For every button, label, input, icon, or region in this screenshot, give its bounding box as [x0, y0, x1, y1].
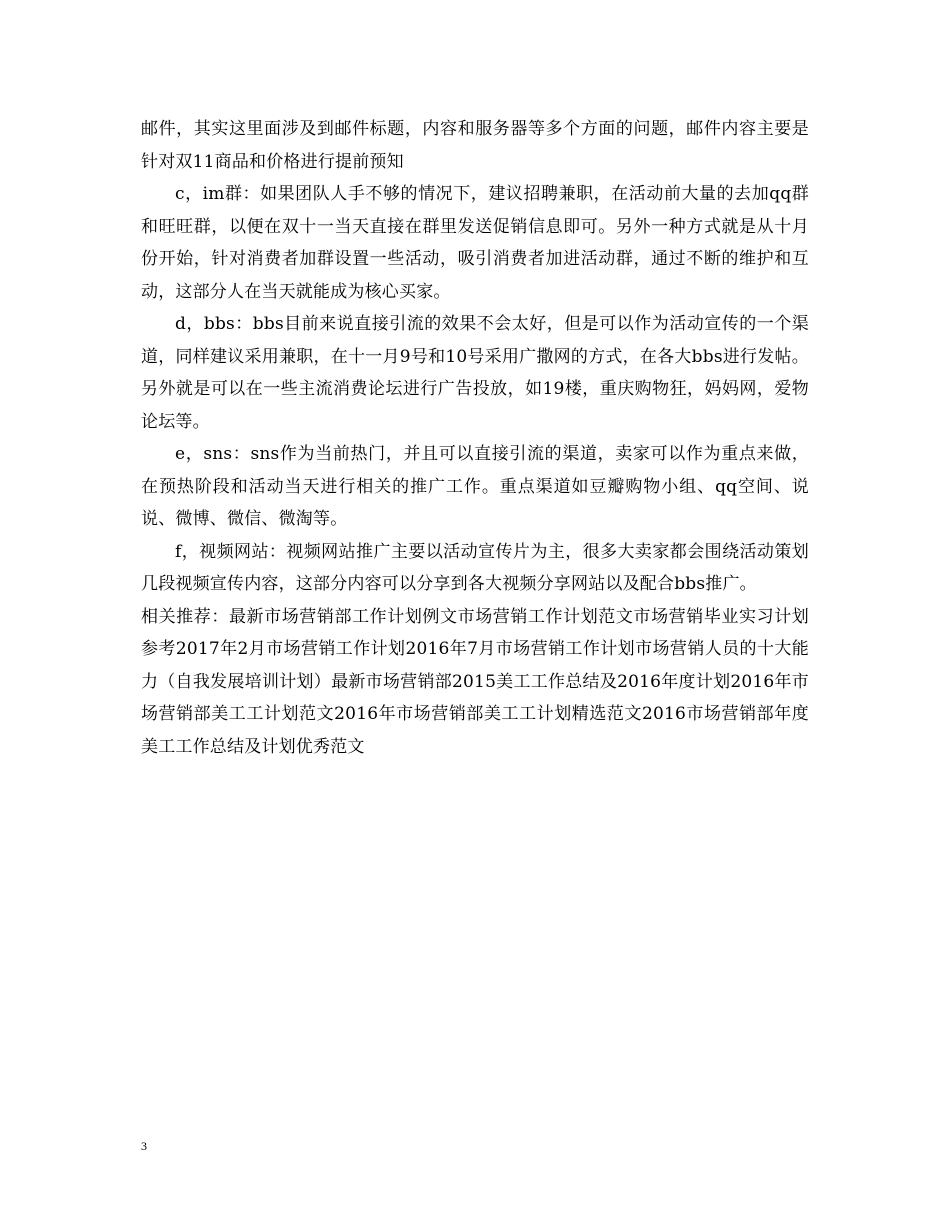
paragraph-bbs: d，bbs：bbs目前来说直接引流的效果不会太好，但是可以作为活动宣传的一个渠道，同样建议采用兼职，在十一月9号和10号采用广撒网的方式，在各大bbs进行发帖。另外就是可以在一些主流消费论坛进行广告投放，如19楼，重庆购物狂，妈妈网，爱物论坛等。	[141, 314, 809, 432]
paragraph-email-continued: 邮件，其实这里面涉及到邮件标题，内容和服务器等多个方面的问题，邮件内容主要是针对双11商品和价格进行提前预知	[141, 119, 809, 172]
paragraph-sns: e，sns：sns作为当前热门，并且可以直接引流的渠道，卖家可以作为重点来做，在预热阶段和活动当天进行相关的推广工作。重点渠道如豆瓣购物小组、qq空间、说说、微博、微信、微淘等。	[141, 444, 809, 529]
page-number: 3	[141, 1139, 147, 1153]
paragraph-im-group: c，im群：如果团队人手不够的情况下，建议招聘兼职，在活动前大量的去加qq群和旺旺群，以便在双十一当天直接在群里发送促销信息即可。另外一种方式就是从十月份开始，针对消费者加群设置一些活动，吸引消费者加进活动群，通过不断的维护和互动，这部分人在当天就能成为核心买家。	[141, 184, 809, 302]
document-body	[141, 113, 809, 763]
paragraph-related-recommendations: 相关推荐：最新市场营销部工作计划例文市场营销工作计划范文市场营销毕业实习计划参考2017年2月市场营销工作计划2016年7月市场营销工作计划市场营销人员的十大能力（自我发展培训计划）最新市场营销部2015美工工作总结及2016年度计划2016年市场营销部美工工计划范文2016年市场营销部美工工计划精选范文2016市场营销部年度美工工作总结及计划优秀范文	[141, 606, 809, 757]
paragraph-video-sites: f，视频网站：视频网站推广主要以活动宣传片为主，很多大卖家都会围绕活动策划几段视频宣传内容，这部分内容可以分享到各大视频分享网站以及配合bbs推广。	[141, 541, 809, 594]
